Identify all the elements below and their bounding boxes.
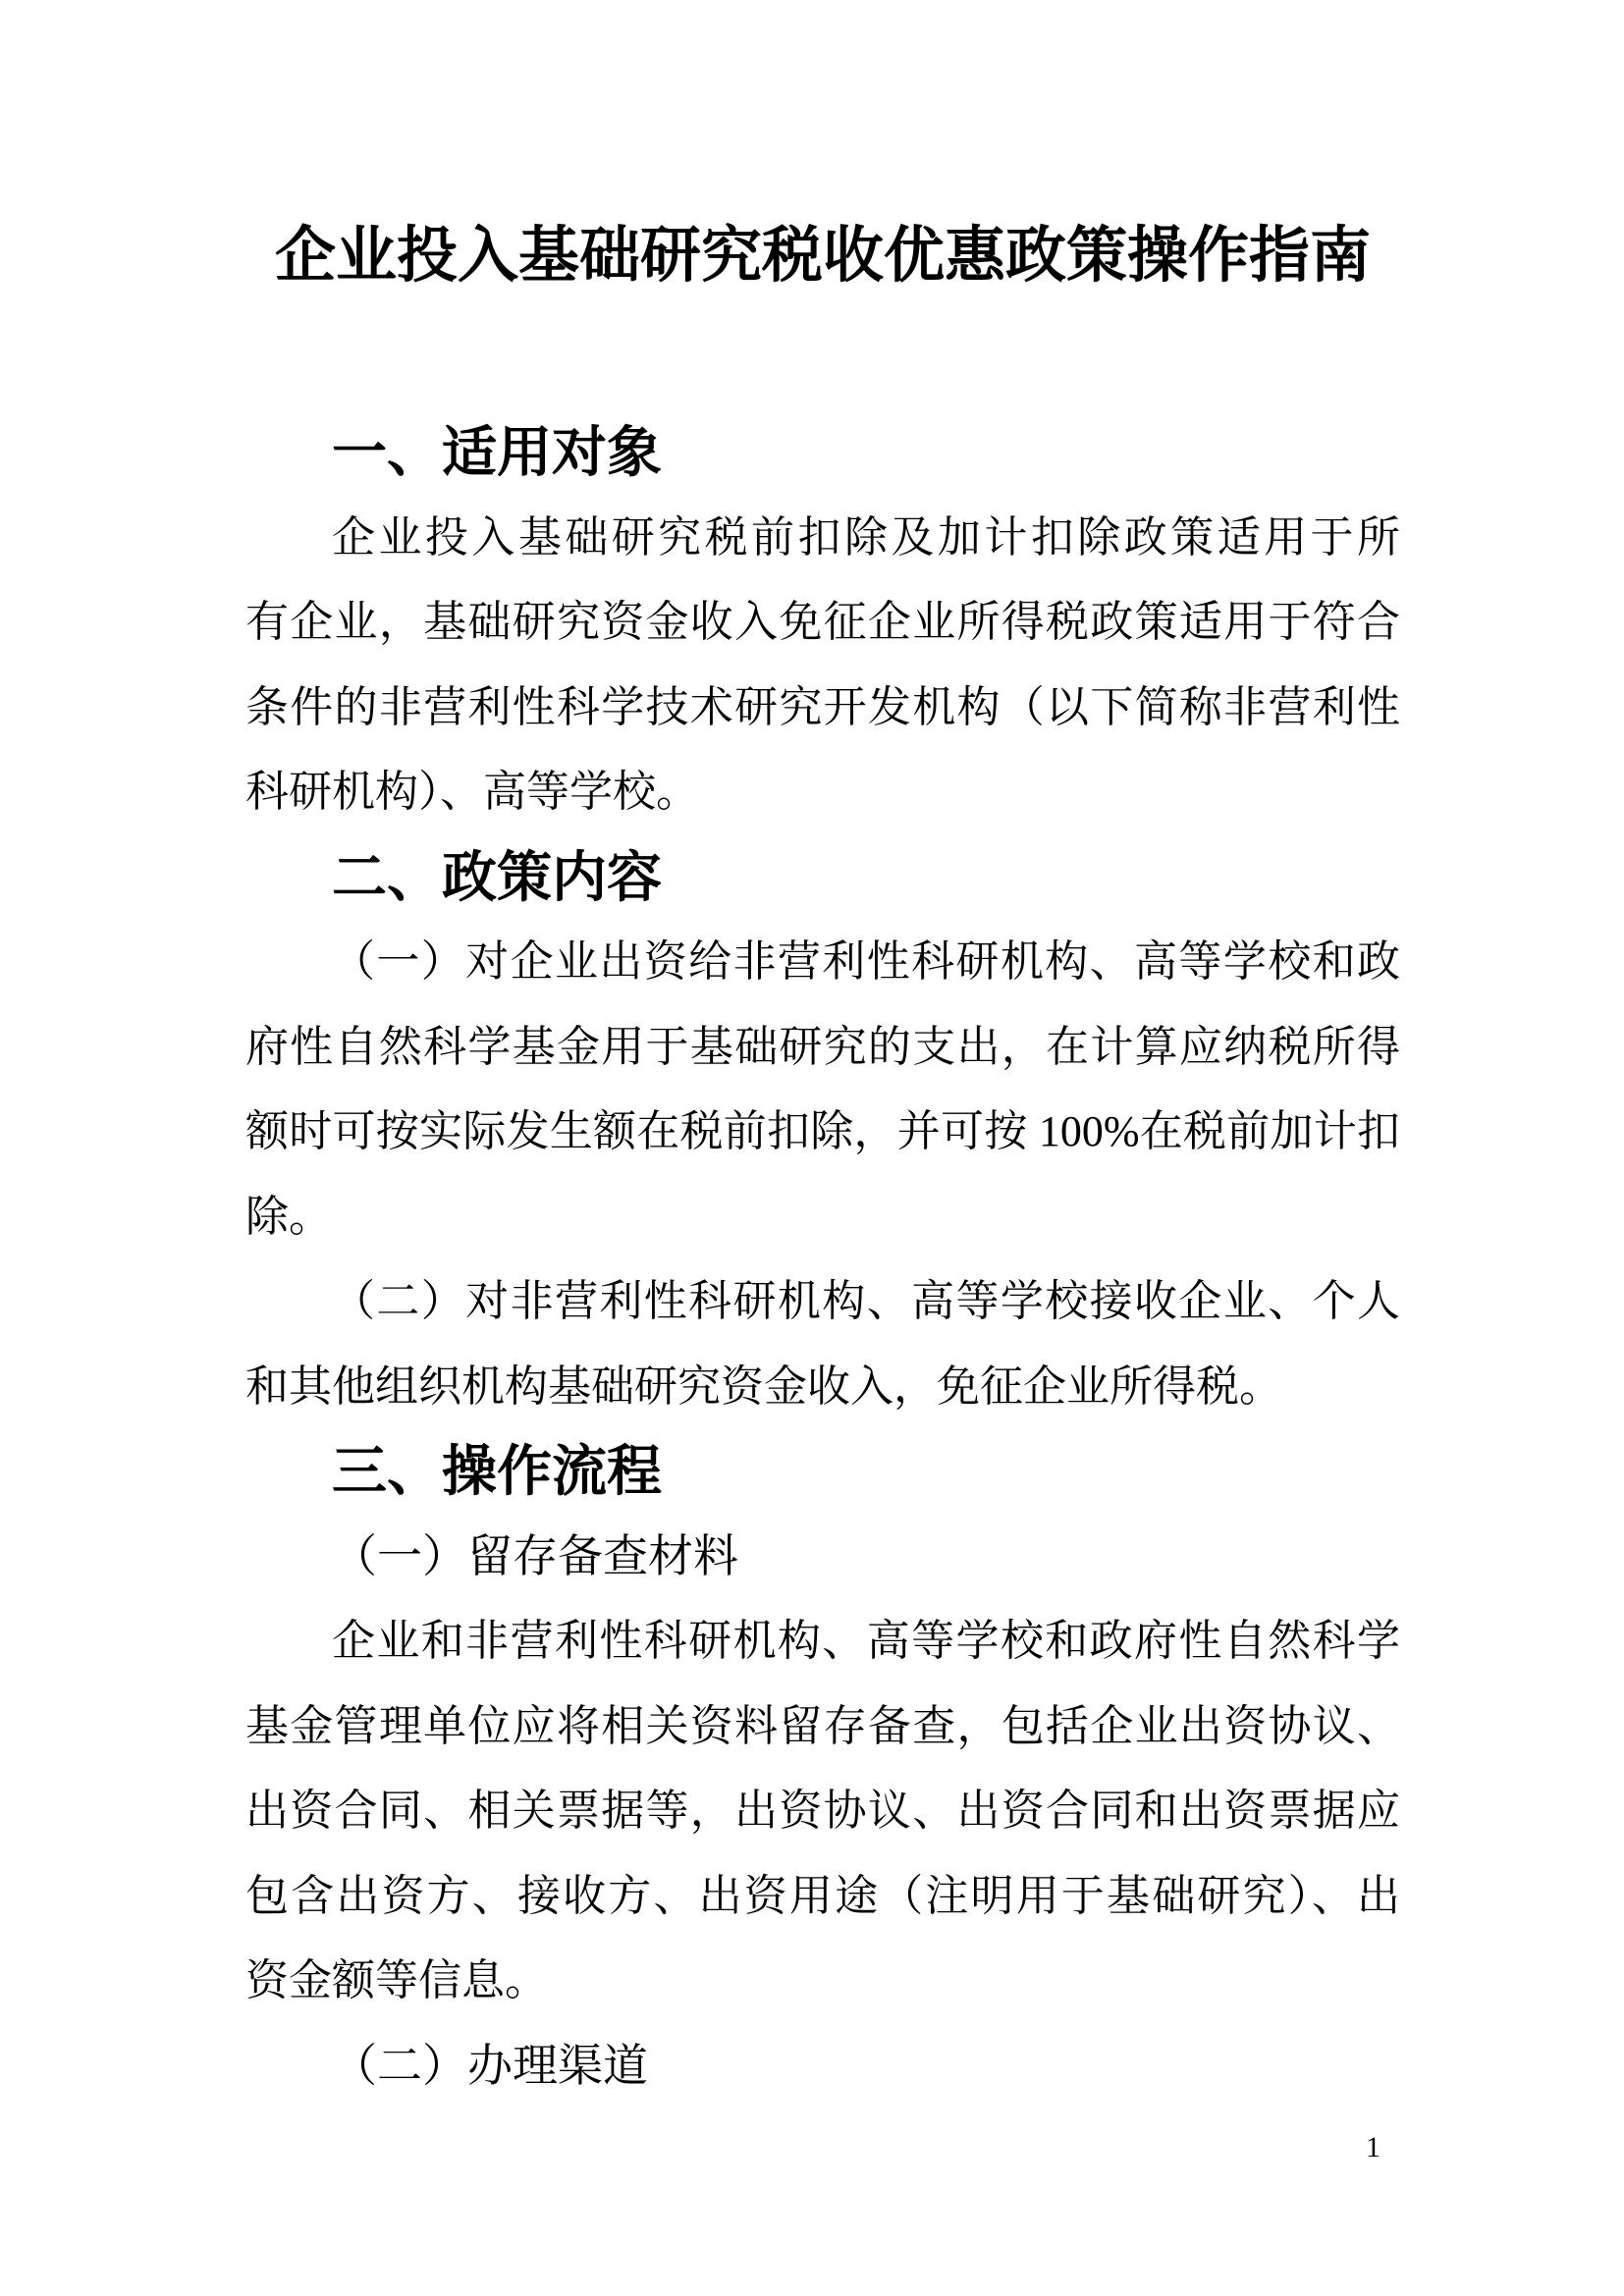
paragraph-line: 额时可按实际发生额在税前扣除，并可按 100%在税前加计扣 <box>245 1107 1400 1155</box>
paragraph-line: 资金额等信息。 <box>245 1956 548 2004</box>
document-content <box>245 212 1400 2109</box>
paragraph-line: 包含出资方、接收方、出资用途（注明用于基础研究）、出 <box>245 1871 1400 1920</box>
paragraph-line: 有企业，基础研究资金收入免征企业所得税政策适用于符合 <box>245 598 1400 646</box>
paragraph-line: 出资合同、相关票据等，出资协议、出资合同和出资票据应 <box>245 1787 1400 1835</box>
paragraph-line: 企业投入基础研究税前扣除及加计扣除政策适用于所 <box>332 512 1400 561</box>
paragraph-line: 基金管理单位应将相关资料留存备查，包括企业出资协议、 <box>245 1701 1400 1750</box>
paragraph-line: 除。 <box>245 1192 332 1241</box>
paragraph-line: 科研机构）、高等学校。 <box>245 768 699 816</box>
paragraph-line: （一）对企业出资给非营利性科研机构、高等学校和政 <box>332 937 1400 986</box>
paragraph-line: 条件的非营利性科学技术研究开发机构（以下简称非营利性 <box>245 682 1400 731</box>
paragraph-line: （二）对非营利性科研机构、高等学校接收企业、个人 <box>332 1277 1400 1325</box>
subsection-heading: （一）留存备查材料 <box>332 1530 738 1581</box>
section-heading: 一、适用对象 <box>332 421 662 483</box>
page-number: 1 <box>1366 2131 1380 2163</box>
document-title: 企业投入基础研究税收优惠政策操作指南 <box>274 223 1371 290</box>
section-heading: 二、政策内容 <box>332 845 662 908</box>
paragraph-line: 企业和非营利性科研机构、高等学校和政府性自然科学 <box>332 1617 1400 1665</box>
document-body <box>245 410 1400 2109</box>
subsection-heading: （二）办理渠道 <box>332 2040 648 2091</box>
paragraph-line: 府性自然科学基金用于基础研究的支出，在计算应纳税所得 <box>245 1022 1400 1071</box>
section-heading: 三、操作流程 <box>332 1440 662 1502</box>
paragraph-line: 和其他组织机构基础研究资金收入，免征企业所得税。 <box>245 1362 1282 1411</box>
